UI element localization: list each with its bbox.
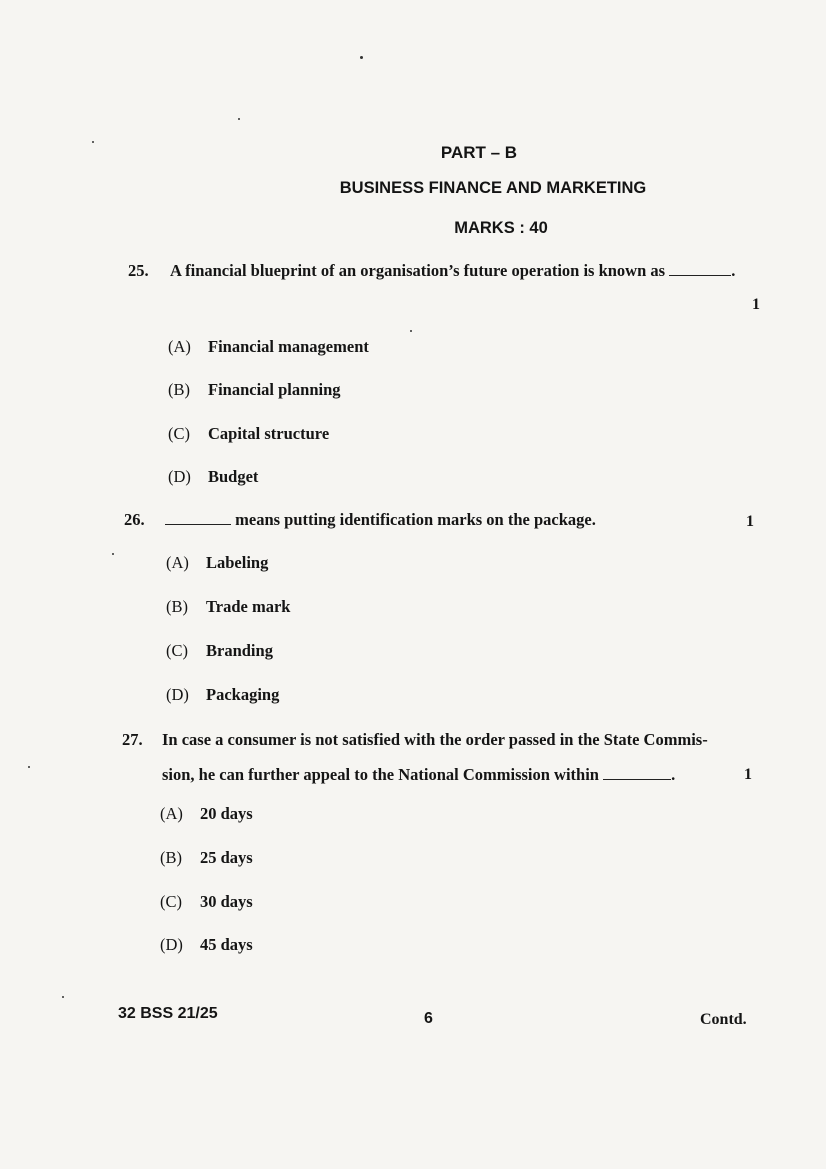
option-label: (B) xyxy=(168,380,190,399)
scan-speck xyxy=(112,553,114,555)
question-text-part: . xyxy=(671,765,676,784)
option-label: (C) xyxy=(166,641,188,660)
option-item xyxy=(166,597,290,617)
option-text: 30 days xyxy=(200,892,253,911)
question-text-part: means putting identification marks on the package. xyxy=(235,510,596,529)
question-mark: 1 xyxy=(752,296,760,313)
question-number: 25. xyxy=(128,261,149,280)
option-item xyxy=(166,641,273,661)
question-mark: 1 xyxy=(744,766,752,783)
question-mark: 1 xyxy=(746,513,754,530)
option-label: (D) xyxy=(166,685,189,704)
option-label: (C) xyxy=(160,892,182,911)
scan-speck xyxy=(28,766,30,768)
marks-heading: MARKS : 40 xyxy=(454,219,548,237)
scan-speck xyxy=(410,330,412,332)
answer-blank xyxy=(165,510,231,525)
option-text: Labeling xyxy=(206,553,269,572)
option-label: (C) xyxy=(168,424,190,443)
option-text: Budget xyxy=(208,467,259,486)
option-label: (A) xyxy=(166,553,189,572)
question-text xyxy=(165,510,596,530)
option-item xyxy=(168,424,329,444)
option-item xyxy=(168,380,341,400)
option-item xyxy=(160,935,253,955)
option-label: (B) xyxy=(166,597,188,616)
option-text: 25 days xyxy=(200,848,253,867)
question-text-line2 xyxy=(162,765,675,785)
question-text-part: A financial blueprint of an organisation’s future operation is known as xyxy=(170,261,666,280)
question-number: 26. xyxy=(124,510,145,529)
answer-blank xyxy=(603,765,671,780)
option-text: 45 days xyxy=(200,935,253,954)
scan-speck xyxy=(92,141,94,143)
option-item xyxy=(166,685,279,705)
scan-speck xyxy=(62,996,64,998)
part-heading: PART – B xyxy=(440,143,518,162)
question-text xyxy=(170,261,735,281)
subject-heading: BUSINESS FINANCE AND MARKETING xyxy=(339,179,647,197)
option-text: Packaging xyxy=(206,685,280,704)
option-item xyxy=(168,467,258,487)
option-label: (B) xyxy=(160,848,182,867)
option-item xyxy=(168,337,369,357)
continued-label: Contd. xyxy=(700,1011,747,1028)
option-label: (A) xyxy=(168,337,191,356)
option-text: Branding xyxy=(206,641,273,660)
answer-blank xyxy=(669,261,731,276)
option-text: Financial management xyxy=(208,337,369,356)
question-text-part: . xyxy=(731,261,736,280)
option-text: 20 days xyxy=(200,804,253,823)
question-text-line1: In case a consumer is not satisfied with the order passed in the State Commis- xyxy=(162,730,708,749)
option-label: (D) xyxy=(160,935,183,954)
scan-speck xyxy=(360,56,363,59)
page-number: 6 xyxy=(424,1010,433,1027)
scan-speck xyxy=(238,118,240,120)
option-text: Capital structure xyxy=(208,424,330,443)
option-item xyxy=(160,804,253,824)
option-item xyxy=(160,892,253,912)
option-label: (A) xyxy=(160,804,183,823)
option-text: Financial planning xyxy=(208,380,341,399)
question-number: 27. xyxy=(122,730,143,749)
question-text-part: sion, he can further appeal to the National Commission within xyxy=(162,765,599,784)
option-text: Trade mark xyxy=(206,597,291,616)
option-item xyxy=(166,553,268,573)
option-item xyxy=(160,848,253,868)
option-label: (D) xyxy=(168,467,191,486)
paper-code: 32 BSS 21/25 xyxy=(118,1005,218,1022)
